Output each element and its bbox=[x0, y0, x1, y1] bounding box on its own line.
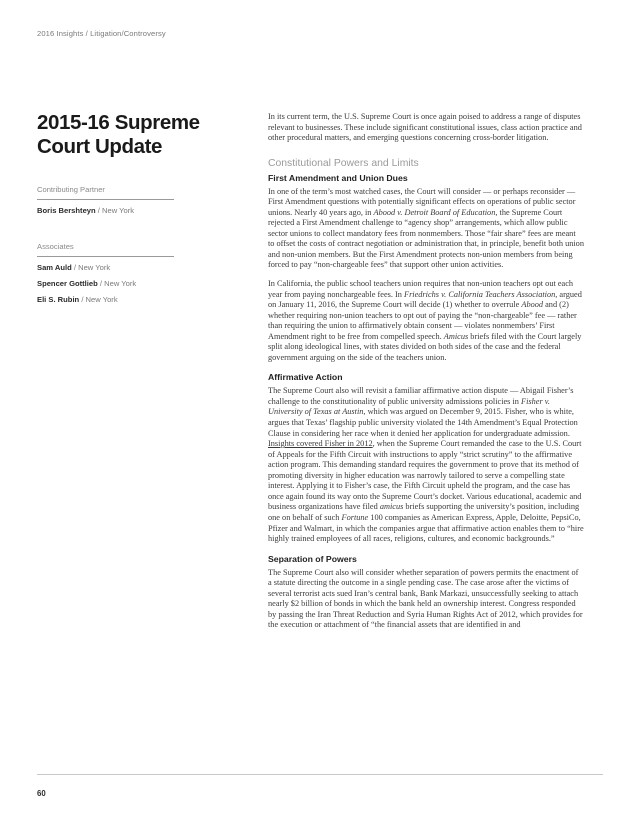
section-heading: Constitutional Powers and Limits bbox=[268, 157, 419, 169]
separation-of-powers-paragraph: The Supreme Court also will consider whether separation of powers permits the enactment of a statute directing the outcome in a single pending case. The case arose after the victims of several terrorist acts sued Iran’s central bank, Bank Markazi, unsuccessfully seeking to attach nearly $2 billion of bonds in which the bank held an ownership interest. Congress responded by passing the Iran Threat Reduction and Syria Human Rights Act of 2012, which provides for the execution or attachment of “the financial assets that are identified in and bbox=[268, 567, 583, 630]
page-number: 60 bbox=[37, 789, 46, 798]
first-amendment-paragraph-1: In one of the term’s most watched cases, the Court will consider — or perhaps reconsider — First Amendment questions with potentially significant effects on operations of public sector unions. Nearly 40 years ago, in Abood v. Detroit Board of Education, the Supreme Court rejected a First Amendment challenge to “agency shop” arrangements, which allow public sector unions to collect mandatory fees from nonmembers. Those “fair share” fees are meant to offset the costs of contract negotiation or administration that, in principle, benefit both union and non-union members. But the First Amendment protects non-union members from being forced to pay “non-chargeable fees” that support other union activities. bbox=[268, 186, 584, 270]
intro-paragraph: In its current term, the U.S. Supreme Court is once again poised to address a range of disputes relevant to businesses. These include significant constitutional issues, class action practice and other procedural matters, and emerging questions concerning cross-border litigation. bbox=[268, 112, 582, 143]
partner-office: New York bbox=[102, 206, 135, 215]
footer-divider bbox=[37, 774, 603, 775]
associate-entry bbox=[37, 295, 197, 304]
case-name: Fisher v. University of Texas at Austin bbox=[268, 396, 550, 417]
associate-office: New York bbox=[78, 263, 111, 272]
associates-label: Associates bbox=[37, 242, 74, 251]
associate-separator: / bbox=[79, 295, 86, 304]
amicus-term: Amicus bbox=[443, 331, 469, 341]
first-amendment-paragraph-2: In California, the public school teachers union requires that non-union teachers opt out each year from paying nonchargeable fees. In Friedrichs v. California Teachers Association, argued on January 11, 2016, the Supreme Court will decide (1) whether to overrule Abood and (2) whether requiring non-union teachers to opt out of paying the “non-chargeable” fee — rather than requiring the union to affirmatively obtain consent — violates nonmembers’ First Amendment right to be free from compelled speech. Amicus briefs filed with the Court largely split along ideological lines, with states divided on both sides of the case and the federal government arguing on the side of the teachers union. bbox=[268, 279, 582, 362]
partner-separator: / bbox=[95, 206, 103, 215]
partner-label: Contributing Partner bbox=[37, 185, 105, 194]
associate-office: New York bbox=[104, 279, 137, 288]
associates-divider bbox=[37, 256, 174, 257]
associate-entry bbox=[37, 279, 197, 288]
associate-separator: / bbox=[97, 279, 105, 288]
affirmative-action-paragraph: The Supreme Court also will revisit a familiar affirmative action dispute — Abigail Fisher’s challenge to the constitutionality of public university admissions policies in Fisher v. University of Texas at Austin, which was argued on December 9, 2015. Fisher, who is white, argues that Texas’ flagship public university violated the 14th Amendment’s Equal Protection Clause in considering her race when it denied her application for undergraduate admission. Insights covered Fisher in 2012, when the Supreme Court remanded the case to the U.S. Court of Appeals for the Fifth Circuit with instructions to apply “strict scrutiny” to the affirmative action program. This demanding standard requires the government to prove that its method of promoting diversity in higher education was narrowly tailored to serve a compelling state interest. Applying it to Fisher’s case, the Fifth Circuit upheld the program, and the case has once again found its way onto the Supreme Court’s docket. Various educational, academic and business organizations have filed amicus briefs supporting the university’s position, including one on behalf of such Fortune 100 companies as American Express, Apple, Deloitte, PepsiCo, Pfizer and Walmart, in which the companies argue that affirmative action enables them to “hire highly trained employees of all races, religions, cultures, and economic backgrounds.” bbox=[268, 386, 584, 544]
case-name: Friedrichs v. California Teachers Association bbox=[404, 289, 556, 299]
article-body bbox=[268, 112, 584, 631]
associate-separator: / bbox=[71, 263, 79, 272]
fortune-term: Fortune bbox=[341, 512, 369, 522]
amicus-term: amicus bbox=[379, 502, 404, 512]
case-name: Abood bbox=[521, 300, 544, 310]
partner-divider bbox=[37, 199, 174, 200]
associate-name: Sam Auld bbox=[37, 263, 72, 272]
partner-name: Boris Bershteyn bbox=[37, 206, 96, 215]
insights-fisher-link[interactable]: Insights covered Fisher in 2012 bbox=[268, 439, 373, 449]
associate-entry bbox=[37, 263, 197, 272]
subsection-heading-affirmative-action: Affirmative Action bbox=[268, 372, 343, 383]
page-title: 2015-16 Supreme Court Update bbox=[37, 111, 200, 158]
subsection-heading-first-amendment: First Amendment and Union Dues bbox=[268, 172, 408, 183]
associate-name: Eli S. Rubin bbox=[37, 295, 80, 304]
partner-entry bbox=[37, 206, 197, 215]
associate-office: New York bbox=[85, 295, 118, 304]
subsection-heading-separation-of-powers: Separation of Powers bbox=[268, 553, 357, 564]
running-head: 2016 Insights / Litigation/Controversy bbox=[37, 29, 166, 38]
case-name: Abood v. Detroit Board of Education bbox=[373, 207, 496, 217]
associate-name: Spencer Gottlieb bbox=[37, 279, 98, 288]
